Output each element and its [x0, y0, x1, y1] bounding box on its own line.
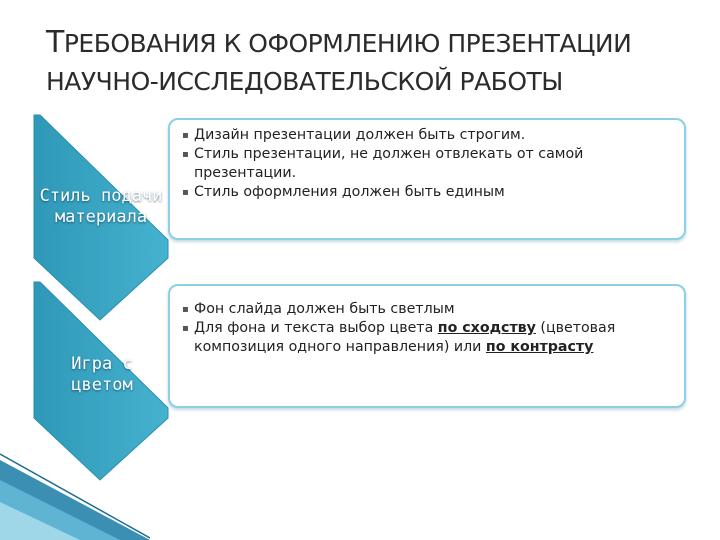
bullet-icon: ▪	[182, 304, 189, 315]
emphasis-similarity: по сходству	[437, 320, 536, 336]
list-item-text: Стиль оформления должен быть единым	[194, 184, 505, 200]
list-item-text: Дизайн презентации должен быть строгим.	[194, 127, 526, 143]
list-item-text: Стиль презентации, не должен отвлекать от самой презентации.	[194, 146, 584, 181]
bullet-icon: ▪	[182, 323, 189, 334]
emphasis-contrast: по контрасту	[485, 339, 594, 355]
bullet-icon: ▪	[182, 149, 189, 160]
bullet-icon: ▪	[182, 130, 189, 141]
list-item-text: Для фона и текста выбор цвета	[194, 320, 438, 336]
chevron-1-label-line1: Стиль подачи	[39, 186, 163, 206]
content-box-2	[168, 284, 686, 408]
list-item	[178, 300, 674, 319]
title-initial: Т	[46, 25, 64, 60]
list-item	[178, 183, 674, 202]
chevron-1-label	[32, 186, 170, 228]
bullet-list-1	[170, 120, 684, 202]
corner-decoration	[0, 440, 150, 540]
chevron-2-label-line2: цветом	[71, 375, 133, 395]
list-item	[178, 145, 674, 183]
chevron-2-label	[52, 354, 152, 396]
chevron-1-label-line2: материала	[54, 207, 148, 227]
list-item-text: (цветовая композиция одного направления) или	[194, 320, 616, 355]
list-item	[178, 126, 674, 145]
title-line-2: НАУЧНО-ИССЛЕДОВАТЕЛЬСКОЙ РАБОТЫ	[46, 67, 563, 96]
list-item-text: Фон слайда должен быть светлым	[194, 301, 455, 317]
chevron-2-label-line1: Игра с	[71, 354, 133, 374]
list-item	[178, 319, 674, 357]
bullet-list-2	[170, 286, 684, 357]
title-line-1-rest: РЕБОВАНИЯ К ОФОРМЛЕНИЮ ПРЕЗЕНТАЦИИ	[63, 29, 632, 58]
bullet-icon: ▪	[182, 187, 189, 198]
content-box-1	[168, 118, 686, 240]
